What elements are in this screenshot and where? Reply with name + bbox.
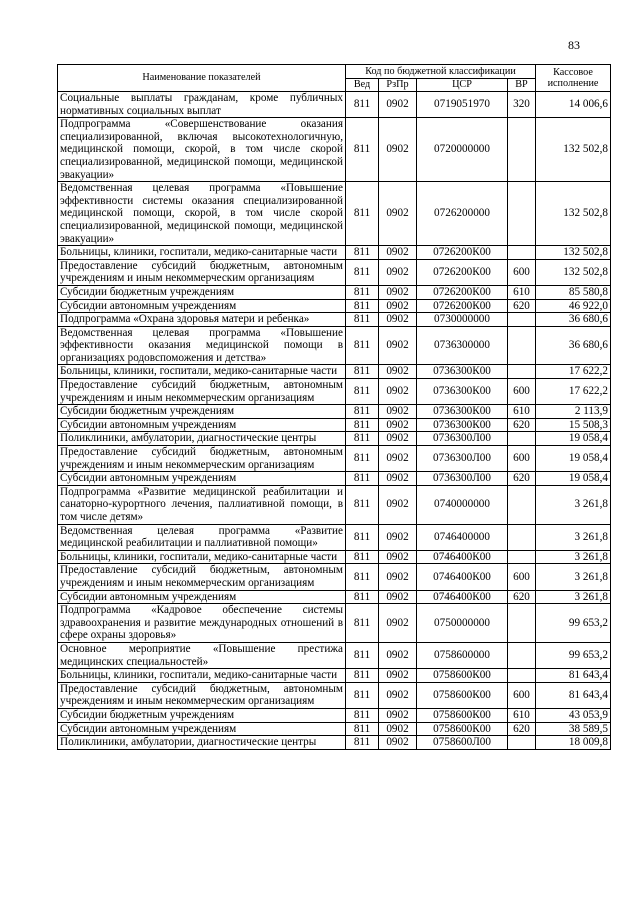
table-row <box>58 405 611 419</box>
row-rzpr-cell: 0902 <box>379 313 417 327</box>
row-vr-cell <box>508 642 536 668</box>
row-amount-cell: 17 622,2 <box>536 379 611 405</box>
row-ved-cell: 811 <box>346 259 379 285</box>
table-row <box>58 550 611 564</box>
row-csr-cell: 0736300000 <box>417 326 508 365</box>
row-amount-cell: 15 508,3 <box>536 418 611 432</box>
row-rzpr-cell: 0902 <box>379 118 417 182</box>
row-name-cell: Ведомственная целевая программа «Повышение эффективности системы оказания специализированной медицинской помощи, скорой, в том числе скорой специализированной, медицинской помощи, медицинской эвакуации» <box>58 182 346 246</box>
row-csr-cell: 0736300К00 <box>417 405 508 419</box>
row-csr-cell: 0726200К00 <box>417 246 508 260</box>
row-amount-cell: 17 622,2 <box>536 365 611 379</box>
row-rzpr-cell: 0902 <box>379 379 417 405</box>
page-number: 83 <box>568 38 580 52</box>
row-name-cell: Подпрограмма «Охрана здоровья матери и ребенка» <box>58 313 346 327</box>
row-ved-cell: 811 <box>346 118 379 182</box>
row-amount-cell: 132 502,8 <box>536 259 611 285</box>
row-csr-cell: 0750000000 <box>417 604 508 643</box>
row-rzpr-cell: 0902 <box>379 299 417 313</box>
row-amount-cell: 19 058,4 <box>536 472 611 486</box>
row-vr-cell <box>508 524 536 550</box>
row-csr-cell: 0758600К00 <box>417 669 508 683</box>
row-name-cell: Субсидии автономным учреждениям <box>58 418 346 432</box>
row-rzpr-cell: 0902 <box>379 182 417 246</box>
row-name-cell: Предоставление субсидий бюджетным, автономным учреждениям и иным некоммерческим организациям <box>58 446 346 472</box>
row-csr-cell: 0746400000 <box>417 524 508 550</box>
row-name-cell: Субсидии автономным учреждениям <box>58 299 346 313</box>
row-rzpr-cell: 0902 <box>379 365 417 379</box>
row-rzpr-cell: 0902 <box>379 524 417 550</box>
header-amount: Кассовое исполнение <box>536 65 611 92</box>
row-name-cell: Субсидии автономным учреждениям <box>58 590 346 604</box>
row-name-cell: Подпрограмма «Развитие медицинской реабилитации и санаторно-курортного лечения, паллиативной помощи, в том числе детям» <box>58 485 346 524</box>
row-ved-cell: 811 <box>346 590 379 604</box>
row-rzpr-cell: 0902 <box>379 682 417 708</box>
row-csr-cell: 0726200К00 <box>417 299 508 313</box>
row-rzpr-cell: 0902 <box>379 669 417 683</box>
row-name-cell: Субсидии автономным учреждениям <box>58 722 346 736</box>
row-ved-cell: 811 <box>346 418 379 432</box>
table-row <box>58 642 611 668</box>
table-row <box>58 682 611 708</box>
row-rzpr-cell: 0902 <box>379 550 417 564</box>
row-vr-cell: 600 <box>508 564 536 590</box>
row-csr-cell: 0720000000 <box>417 118 508 182</box>
row-vr-cell <box>508 669 536 683</box>
table-row <box>58 259 611 285</box>
table-row <box>58 379 611 405</box>
header-csr: ЦСР <box>417 79 508 92</box>
row-amount-cell: 19 058,4 <box>536 432 611 446</box>
table-row <box>58 472 611 486</box>
row-name-cell: Основное мероприятие «Повышение престижа медицинских специальностей» <box>58 642 346 668</box>
row-ved-cell: 811 <box>346 246 379 260</box>
row-name-cell: Поликлиники, амбулатории, диагностические центры <box>58 432 346 446</box>
header-ved: Вед <box>346 79 379 92</box>
table-row <box>58 285 611 299</box>
table-body <box>58 92 611 750</box>
row-name-cell: Предоставление субсидий бюджетным, автономным учреждениям и иным некоммерческим организациям <box>58 564 346 590</box>
table-row <box>58 722 611 736</box>
row-ved-cell: 811 <box>346 379 379 405</box>
row-rzpr-cell: 0902 <box>379 564 417 590</box>
table-row <box>58 365 611 379</box>
row-rzpr-cell: 0902 <box>379 259 417 285</box>
row-name-cell: Субсидии автономным учреждениям <box>58 472 346 486</box>
row-vr-cell <box>508 432 536 446</box>
row-name-cell: Предоставление субсидий бюджетным, автономным учреждениям и иным некоммерческим организациям <box>58 259 346 285</box>
row-vr-cell <box>508 326 536 365</box>
header-rzpr: РзПр <box>379 79 417 92</box>
row-vr-cell <box>508 485 536 524</box>
row-name-cell: Поликлиники, амбулатории, диагностические центры <box>58 736 346 750</box>
row-rzpr-cell: 0902 <box>379 446 417 472</box>
row-name-cell: Предоставление субсидий бюджетным, автономным учреждениям и иным некоммерческим организациям <box>58 682 346 708</box>
header-name: Наименование показателей <box>58 65 346 92</box>
row-vr-cell: 620 <box>508 590 536 604</box>
row-ved-cell: 811 <box>346 642 379 668</box>
row-amount-cell: 19 058,4 <box>536 446 611 472</box>
table-row <box>58 118 611 182</box>
row-ved-cell: 811 <box>346 405 379 419</box>
row-rzpr-cell: 0902 <box>379 485 417 524</box>
row-ved-cell: 811 <box>346 182 379 246</box>
row-csr-cell: 0736300К00 <box>417 365 508 379</box>
row-amount-cell: 3 261,8 <box>536 524 611 550</box>
table-row <box>58 669 611 683</box>
row-ved-cell: 811 <box>346 736 379 750</box>
row-rzpr-cell: 0902 <box>379 590 417 604</box>
row-name-cell: Подпрограмма «Совершенствование оказания специализированной, включая высокотехнологичную, медицинской помощи, скорой, в том числе скорой специализированной, медицинской помощи, медицинской эвакуации» <box>58 118 346 182</box>
row-ved-cell: 811 <box>346 299 379 313</box>
row-amount-cell: 85 580,8 <box>536 285 611 299</box>
row-vr-cell <box>508 118 536 182</box>
row-ved-cell: 811 <box>346 472 379 486</box>
row-name-cell: Ведомственная целевая программа «Развитие медицинской реабилитации и паллиативной помощи» <box>58 524 346 550</box>
row-ved-cell: 811 <box>346 722 379 736</box>
row-rzpr-cell: 0902 <box>379 722 417 736</box>
row-amount-cell: 38 589,5 <box>536 722 611 736</box>
row-amount-cell: 3 261,8 <box>536 564 611 590</box>
row-ved-cell: 811 <box>346 669 379 683</box>
table-row <box>58 485 611 524</box>
row-ved-cell: 811 <box>346 313 379 327</box>
budget-execution-table <box>57 64 611 750</box>
row-rzpr-cell: 0902 <box>379 285 417 299</box>
row-name-cell: Больницы, клиники, госпитали, медико-санитарные части <box>58 669 346 683</box>
row-ved-cell: 811 <box>346 446 379 472</box>
row-ved-cell: 811 <box>346 564 379 590</box>
row-vr-cell: 610 <box>508 708 536 722</box>
row-vr-cell: 600 <box>508 446 536 472</box>
row-vr-cell: 600 <box>508 379 536 405</box>
row-vr-cell: 620 <box>508 299 536 313</box>
row-csr-cell: 0726200К00 <box>417 259 508 285</box>
row-amount-cell: 18 009,8 <box>536 736 611 750</box>
row-name-cell: Субсидии бюджетным учреждениям <box>58 405 346 419</box>
row-csr-cell: 0719051970 <box>417 92 508 118</box>
row-ved-cell: 811 <box>346 604 379 643</box>
row-vr-cell <box>508 313 536 327</box>
table-row <box>58 524 611 550</box>
row-ved-cell: 811 <box>346 485 379 524</box>
row-rzpr-cell: 0902 <box>379 92 417 118</box>
row-ved-cell: 811 <box>346 708 379 722</box>
row-vr-cell <box>508 246 536 260</box>
row-ved-cell: 811 <box>346 682 379 708</box>
row-name-cell: Больницы, клиники, госпитали, медико-санитарные части <box>58 246 346 260</box>
table-row <box>58 736 611 750</box>
table-row <box>58 246 611 260</box>
row-csr-cell: 0726200К00 <box>417 285 508 299</box>
row-name-cell: Предоставление субсидий бюджетным, автономным учреждениям и иным некоммерческим организациям <box>58 379 346 405</box>
row-csr-cell: 0746400К00 <box>417 590 508 604</box>
table-row <box>58 446 611 472</box>
table-row <box>58 708 611 722</box>
row-amount-cell: 81 643,4 <box>536 669 611 683</box>
row-amount-cell: 36 680,6 <box>536 326 611 365</box>
row-vr-cell: 610 <box>508 285 536 299</box>
row-vr-cell <box>508 604 536 643</box>
row-rzpr-cell: 0902 <box>379 708 417 722</box>
row-csr-cell: 0740000000 <box>417 485 508 524</box>
row-csr-cell: 0746400К00 <box>417 550 508 564</box>
table-row <box>58 432 611 446</box>
row-csr-cell: 0758600К00 <box>417 682 508 708</box>
row-csr-cell: 0758600Л00 <box>417 736 508 750</box>
table-row <box>58 92 611 118</box>
row-rzpr-cell: 0902 <box>379 326 417 365</box>
row-vr-cell <box>508 736 536 750</box>
row-amount-cell: 14 006,6 <box>536 92 611 118</box>
row-rzpr-cell: 0902 <box>379 642 417 668</box>
row-vr-cell: 620 <box>508 418 536 432</box>
row-amount-cell: 3 261,8 <box>536 590 611 604</box>
row-csr-cell: 0726200000 <box>417 182 508 246</box>
row-amount-cell: 132 502,8 <box>536 118 611 182</box>
row-vr-cell <box>508 550 536 564</box>
row-vr-cell <box>508 182 536 246</box>
row-amount-cell: 43 053,9 <box>536 708 611 722</box>
row-csr-cell: 0736300Л00 <box>417 472 508 486</box>
row-csr-cell: 0746400К00 <box>417 564 508 590</box>
table-row <box>58 182 611 246</box>
row-name-cell: Больницы, клиники, госпитали, медико-санитарные части <box>58 550 346 564</box>
row-amount-cell: 3 261,8 <box>536 550 611 564</box>
row-rzpr-cell: 0902 <box>379 405 417 419</box>
row-name-cell: Больницы, клиники, госпитали, медико-санитарные части <box>58 365 346 379</box>
row-ved-cell: 811 <box>346 550 379 564</box>
row-rzpr-cell: 0902 <box>379 604 417 643</box>
row-csr-cell: 0736300К00 <box>417 418 508 432</box>
row-vr-cell: 320 <box>508 92 536 118</box>
row-ved-cell: 811 <box>346 92 379 118</box>
row-rzpr-cell: 0902 <box>379 432 417 446</box>
table-row <box>58 590 611 604</box>
row-vr-cell <box>508 365 536 379</box>
row-ved-cell: 811 <box>346 365 379 379</box>
table-row <box>58 313 611 327</box>
row-csr-cell: 0736300Л00 <box>417 446 508 472</box>
row-name-cell: Социальные выплаты гражданам, кроме публичных нормативных социальных выплат <box>58 92 346 118</box>
row-ved-cell: 811 <box>346 524 379 550</box>
row-amount-cell: 46 922,0 <box>536 299 611 313</box>
row-amount-cell: 2 113,9 <box>536 405 611 419</box>
table-row <box>58 564 611 590</box>
row-csr-cell: 0736300Л00 <box>417 432 508 446</box>
header-code-group: Код по бюджетной классификации <box>346 65 536 79</box>
row-csr-cell: 0758600К00 <box>417 708 508 722</box>
row-ved-cell: 811 <box>346 432 379 446</box>
row-amount-cell: 99 653,2 <box>536 604 611 643</box>
row-vr-cell: 620 <box>508 722 536 736</box>
row-name-cell: Подпрограмма «Кадровое обеспечение системы здравоохранения и развитие международных отношений в сфере охраны здоровья» <box>58 604 346 643</box>
table-row <box>58 299 611 313</box>
row-amount-cell: 36 680,6 <box>536 313 611 327</box>
row-vr-cell: 610 <box>508 405 536 419</box>
row-csr-cell: 0758600000 <box>417 642 508 668</box>
row-ved-cell: 811 <box>346 285 379 299</box>
row-csr-cell: 0730000000 <box>417 313 508 327</box>
row-rzpr-cell: 0902 <box>379 246 417 260</box>
row-amount-cell: 3 261,8 <box>536 485 611 524</box>
row-amount-cell: 132 502,8 <box>536 182 611 246</box>
row-name-cell: Субсидии бюджетным учреждениям <box>58 708 346 722</box>
header-vr: ВР <box>508 79 536 92</box>
row-ved-cell: 811 <box>346 326 379 365</box>
row-rzpr-cell: 0902 <box>379 736 417 750</box>
row-name-cell: Ведомственная целевая программа «Повышение эффективности оказания медицинской помощи в организациях родовспоможения и детства» <box>58 326 346 365</box>
row-amount-cell: 81 643,4 <box>536 682 611 708</box>
row-vr-cell: 600 <box>508 259 536 285</box>
row-vr-cell: 600 <box>508 682 536 708</box>
row-vr-cell: 620 <box>508 472 536 486</box>
table-row <box>58 326 611 365</box>
row-amount-cell: 99 653,2 <box>536 642 611 668</box>
row-name-cell: Субсидии бюджетным учреждениям <box>58 285 346 299</box>
table-row <box>58 604 611 643</box>
row-csr-cell: 0736300К00 <box>417 379 508 405</box>
row-rzpr-cell: 0902 <box>379 418 417 432</box>
row-rzpr-cell: 0902 <box>379 472 417 486</box>
row-csr-cell: 0758600К00 <box>417 722 508 736</box>
table-row <box>58 418 611 432</box>
row-amount-cell: 132 502,8 <box>536 246 611 260</box>
